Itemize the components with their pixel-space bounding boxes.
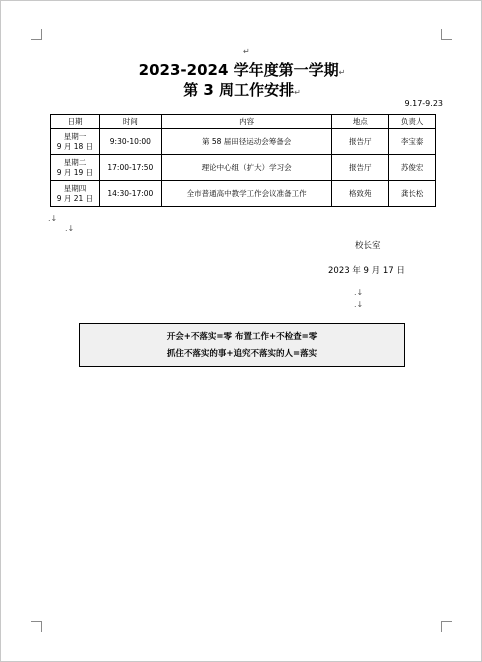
document-title: 2023-2024 学年度第一学期↵ — [138, 61, 346, 79]
table-row — [51, 181, 436, 207]
cell-time: 17:00-17:50 — [99, 155, 161, 181]
cell-content: 全市普通高中教学工作会议准备工作 — [161, 181, 332, 207]
page-corner-mark — [31, 29, 42, 40]
cell-time: 9:30-10:00 — [99, 129, 161, 155]
slogan-line: 抓住不落实的事+追究不落实的人=落实 — [166, 349, 318, 359]
header-time: 时间 — [99, 115, 161, 129]
paragraph-mark: .↓ — [354, 288, 364, 297]
cell-person: 龚长松 — [389, 181, 436, 207]
table-row — [51, 155, 436, 181]
header-date: 日期 — [51, 115, 100, 129]
paragraph-mark: ↵ — [243, 47, 250, 56]
page-corner-mark — [441, 29, 452, 40]
header-content: 内容 — [161, 115, 332, 129]
header-place: 地点 — [332, 115, 389, 129]
cell-person: 李宝泰 — [389, 129, 436, 155]
header-person: 负责人 — [389, 115, 436, 129]
table-row — [51, 129, 436, 155]
cell-date: 星期四 9 月 21 日 — [51, 181, 100, 207]
paragraph-mark: .↓ — [354, 300, 364, 309]
slogan-line: 开会+不落实=零 布置工作+不检查=零 — [166, 332, 318, 342]
cell-date: 星期二 9 月 19 日 — [51, 155, 100, 181]
cell-content: 第 58 届田径运动会筹备会 — [161, 129, 332, 155]
paragraph-mark: .↓ — [48, 214, 58, 223]
signature-office: 校长室 — [355, 241, 381, 251]
cell-content: 理论中心组（扩大）学习会 — [161, 155, 332, 181]
slogan-box — [79, 323, 405, 367]
paragraph-mark: .↓ — [65, 224, 75, 233]
document-subtitle: 第 3 周工作安排↵ — [183, 81, 301, 99]
page-corner-mark — [31, 621, 42, 632]
cell-place: 格致苑 — [332, 181, 389, 207]
schedule-table — [50, 114, 436, 207]
week-date-range: 9.17-9.23 — [404, 99, 443, 108]
cell-place: 报告厅 — [332, 129, 389, 155]
cell-person: 苏俊宏 — [389, 155, 436, 181]
cell-place: 报告厅 — [332, 155, 389, 181]
page-corner-mark — [441, 621, 452, 632]
signature-date: 2023 年 9 月 17 日 — [328, 266, 405, 276]
table-header-row — [51, 115, 436, 129]
cell-date: 星期一 9 月 18 日 — [51, 129, 100, 155]
cell-time: 14:30-17:00 — [99, 181, 161, 207]
